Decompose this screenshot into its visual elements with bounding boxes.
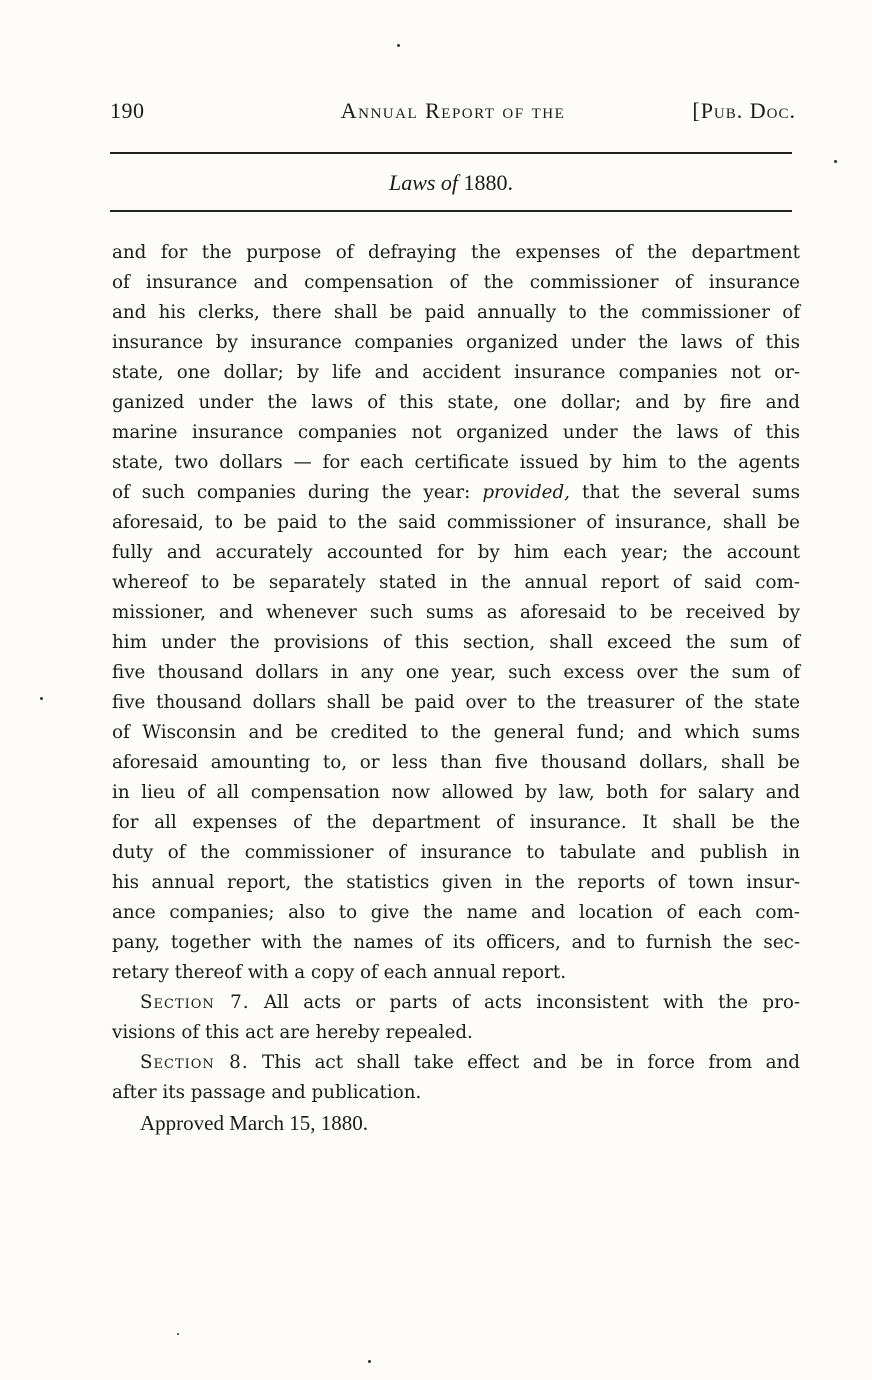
text-line: five thousand dollars in any one year, such excess over the sum of: [112, 662, 800, 683]
text-line: him under the provisions of this section, shall exceed the sum of: [112, 632, 800, 653]
text-line: ance companies; also to give the name and location of each com-: [112, 902, 800, 923]
top-rule: [110, 152, 792, 154]
section-8-line-2: after its passage and publication.: [112, 1082, 422, 1103]
text-line: marine insurance companies not organized under the laws of this: [112, 422, 800, 443]
text-line: five thousand dollars shall be paid over to the treasurer of the state: [112, 692, 800, 713]
section-7-line-1: [112, 988, 800, 1018]
text-line: of insurance and compensation of the commissioner of insurance: [112, 272, 800, 293]
text-line: fully and accurately accounted for by him each year; the account: [112, 542, 800, 563]
scan-speck: [40, 697, 43, 700]
section-8-text: This act shall take effect and be in force from and: [262, 1052, 800, 1073]
page-header: [110, 98, 796, 128]
approved-date: Approved March 15, 1880.: [140, 1111, 369, 1135]
section-7-label: Section 7.: [140, 992, 250, 1013]
provided-italic: provided,: [482, 482, 570, 503]
text-line: his annual report, the statistics given in the reports of town insur-: [112, 872, 800, 893]
provided-before: of such companies during the year:: [112, 482, 483, 503]
text-line: in lieu of all compensation now allowed by law, both for salary and: [112, 782, 800, 803]
text-line: state, two dollars — for each certificate issued by him to the agents: [112, 452, 800, 473]
page-number: 190: [110, 98, 145, 123]
text-line: for all expenses of the department of insurance. It shall be the: [112, 812, 800, 833]
subtitle-year: 1880.: [463, 170, 514, 195]
text-line: insurance by insurance companies organized under the laws of this: [112, 332, 800, 353]
section-8-label: Section 8.: [140, 1052, 249, 1073]
text-line: aforesaid, to be paid to the said commissioner of insurance, shall be: [112, 512, 800, 533]
section-7-text: All acts or parts of acts inconsistent with the pro-: [263, 992, 800, 1013]
body-text: [112, 238, 800, 1138]
bottom-rule: [110, 210, 792, 212]
section-8-line-1: [112, 1048, 800, 1078]
scan-speck: [177, 1333, 179, 1335]
section-subtitle: [110, 170, 792, 196]
document-label: [Pub. Doc.: [692, 98, 796, 123]
text-line: and for the purpose of defraying the expenses of the department: [112, 242, 800, 263]
running-title: Annual Report of the: [340, 98, 566, 123]
text-line: and his clerks, there shall be paid annually to the commissioner of: [112, 302, 800, 323]
scan-speck: [834, 160, 837, 163]
text-line: state, one dollar; by life and accident insurance companies not or-: [112, 362, 800, 383]
text-line-last: retary thereof with a copy of each annual report.: [112, 962, 567, 983]
text-line-provided: [112, 478, 800, 508]
text-line: missioner, and whenever such sums as aforesaid to be received by: [112, 602, 800, 623]
scan-speck: [368, 1360, 371, 1363]
scan-speck: [397, 44, 400, 47]
section-7-line-2: visions of this act are hereby repealed.: [112, 1022, 473, 1043]
subtitle-italic: Laws of: [388, 170, 459, 195]
text-line: of Wisconsin and be credited to the general fund; and which sums: [112, 722, 800, 743]
text-line: aforesaid amounting to, or less than five thousand dollars, shall be: [112, 752, 800, 773]
provided-after: that the several sums: [570, 482, 800, 503]
text-line: pany, together with the names of its officers, and to furnish the sec-: [112, 932, 800, 953]
text-line: ganized under the laws of this state, one dollar; and by fire and: [112, 392, 800, 413]
text-line: whereof to be separately stated in the annual report of said com-: [112, 572, 800, 593]
text-line: duty of the commissioner of insurance to tabulate and publish in: [112, 842, 800, 863]
